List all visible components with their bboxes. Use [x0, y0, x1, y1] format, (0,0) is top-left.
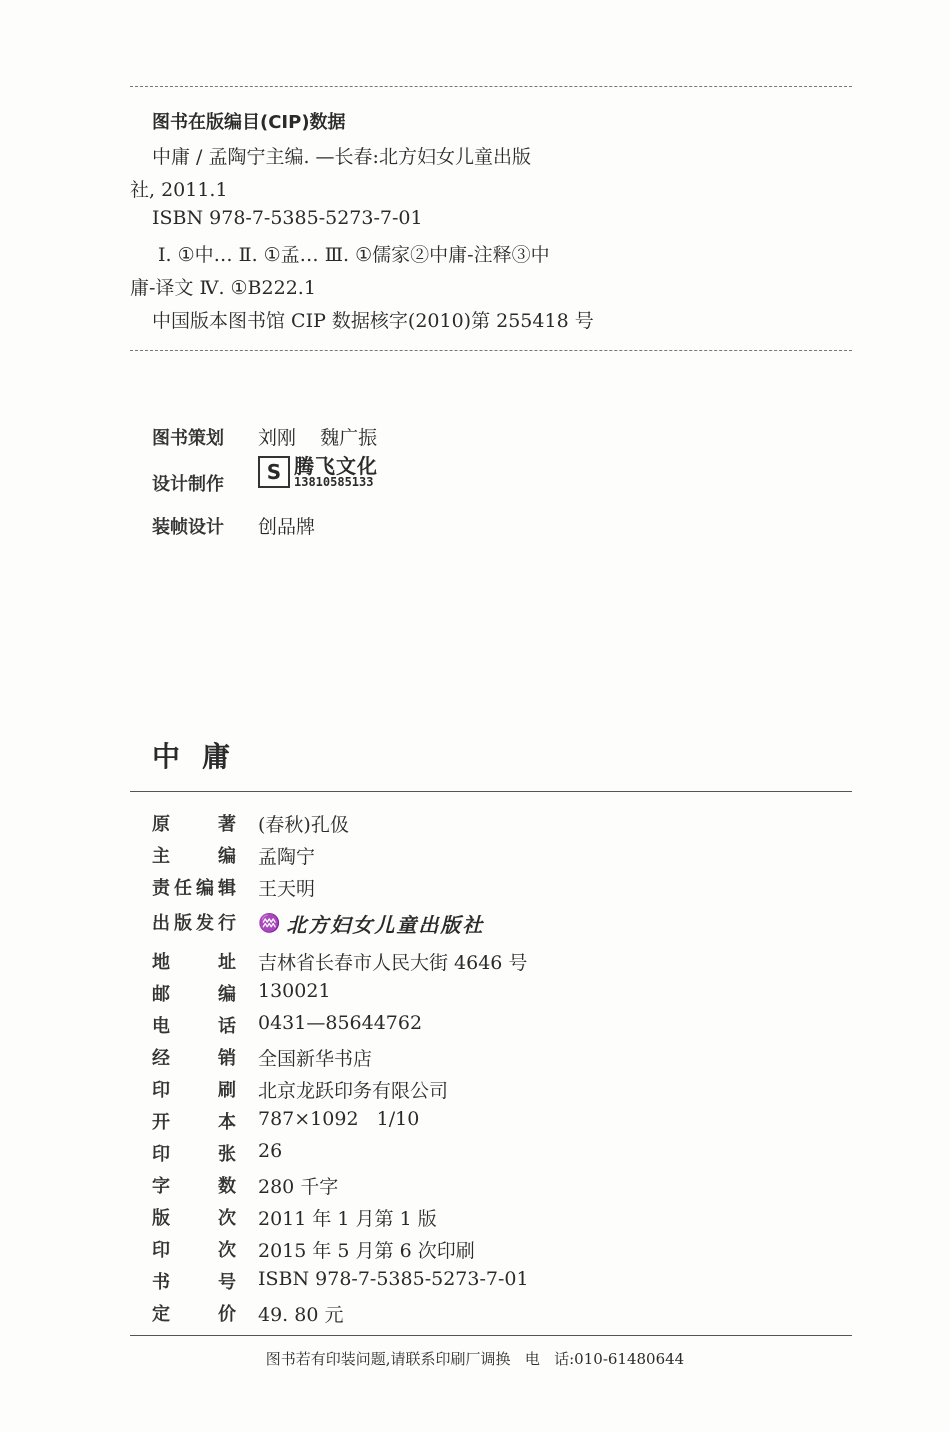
detail-value: 0431—85644762: [258, 1012, 423, 1034]
title-divider: [130, 791, 852, 792]
detail-row: [152, 1172, 852, 1204]
detail-value: 130021: [258, 980, 331, 1002]
book-title: 中庸: [152, 740, 253, 773]
planning-label: 图书策划: [152, 428, 224, 449]
detail-row: [152, 1044, 852, 1076]
detail-label: 出版发行: [152, 913, 236, 934]
binding-label: 装帧设计: [152, 517, 224, 538]
detail-value: 2015 年 5 月第 6 次印刷: [258, 1240, 475, 1262]
detail-row: [152, 874, 852, 906]
cip-heading: 图书在版编目(CIP)数据: [152, 112, 346, 133]
detail-label: 地址: [152, 952, 236, 973]
detail-label: 书号: [152, 1272, 236, 1293]
detail-value: 孟陶宁: [258, 846, 316, 868]
detail-label: 经销: [152, 1048, 236, 1069]
detail-label: 原著: [152, 814, 236, 835]
detail-label: 印刷: [152, 1080, 236, 1101]
design-label: 设计制作: [152, 474, 224, 495]
detail-label: 印次: [152, 1240, 236, 1261]
tengfei-logo-name: 腾飞文化: [294, 454, 378, 478]
tengfei-logo: [258, 456, 378, 488]
detail-row: [152, 980, 852, 1012]
detail-row: [152, 948, 852, 980]
detail-row: [152, 1140, 852, 1172]
cip-line: 庸-译文 Ⅳ. ①B222.1: [130, 277, 316, 299]
tengfei-logo-icon: S: [258, 456, 290, 488]
detail-row: [152, 1076, 852, 1108]
detail-label: 邮编: [152, 984, 236, 1005]
detail-label: 主编: [152, 846, 236, 867]
publisher-emblem-icon: ♒: [258, 913, 281, 934]
detail-row: [152, 1268, 852, 1300]
detail-label: 开本: [152, 1112, 236, 1133]
detail-row: [152, 909, 852, 941]
detail-value: 吉林省长春市人民大街 4646 号: [258, 952, 528, 974]
detail-row: [152, 1300, 852, 1332]
cip-top-divider: [130, 86, 852, 87]
detail-value: (春秋)孔伋: [258, 814, 349, 836]
detail-row: [152, 1204, 852, 1236]
cip-line: 中庸 / 孟陶宁主编. —长春:北方妇女儿童出版: [152, 146, 531, 168]
detail-row: [152, 810, 852, 842]
detail-value: 全国新华书店: [258, 1048, 373, 1070]
detail-value: 2011 年 1 月第 1 版: [258, 1208, 437, 1230]
footer-divider: [130, 1335, 852, 1336]
detail-value: 280 千字: [258, 1176, 339, 1198]
detail-value: 北京龙跃印务有限公司: [258, 1080, 449, 1102]
tengfei-logo-phone: 13810585133: [294, 475, 374, 489]
cip-line: Ⅰ. ①中… Ⅱ. ①孟… Ⅲ. ①儒家②中庸-注释③中: [158, 244, 550, 266]
detail-value: 王天明: [258, 878, 316, 900]
cip-bottom-divider: [130, 350, 852, 351]
detail-label: 版次: [152, 1208, 236, 1229]
detail-value: 787×1092 1/10: [258, 1108, 420, 1130]
detail-label: 定价: [152, 1304, 236, 1325]
detail-row: [152, 1236, 852, 1268]
detail-row: [152, 1012, 852, 1044]
footer-notice: 图书若有印装问题,请联系印刷厂调换 电 话:010-61480644: [265, 1350, 685, 1368]
detail-row: [152, 1108, 852, 1140]
cip-line: 社, 2011.1: [130, 179, 228, 201]
detail-label: 责任编辑: [152, 878, 236, 899]
detail-row: [152, 842, 852, 874]
binding-value: 创品牌: [258, 516, 316, 538]
publisher-logo: [258, 909, 484, 938]
detail-label: 字数: [152, 1176, 236, 1197]
planning-value: 刘刚 魏广振: [258, 427, 378, 449]
detail-label: 印张: [152, 1144, 236, 1165]
publisher-name: 北方妇女儿童出版社: [286, 913, 485, 937]
cip-line: ISBN 978-7-5385-5273-7-01: [152, 207, 423, 229]
cip-line: 中国版本图书馆 CIP 数据核字(2010)第 255418 号: [152, 310, 594, 332]
detail-value: ISBN 978-7-5385-5273-7-01: [258, 1268, 529, 1290]
detail-value: 49. 80 元: [258, 1304, 344, 1326]
detail-value: 26: [258, 1140, 283, 1162]
detail-label: 电话: [152, 1016, 236, 1037]
